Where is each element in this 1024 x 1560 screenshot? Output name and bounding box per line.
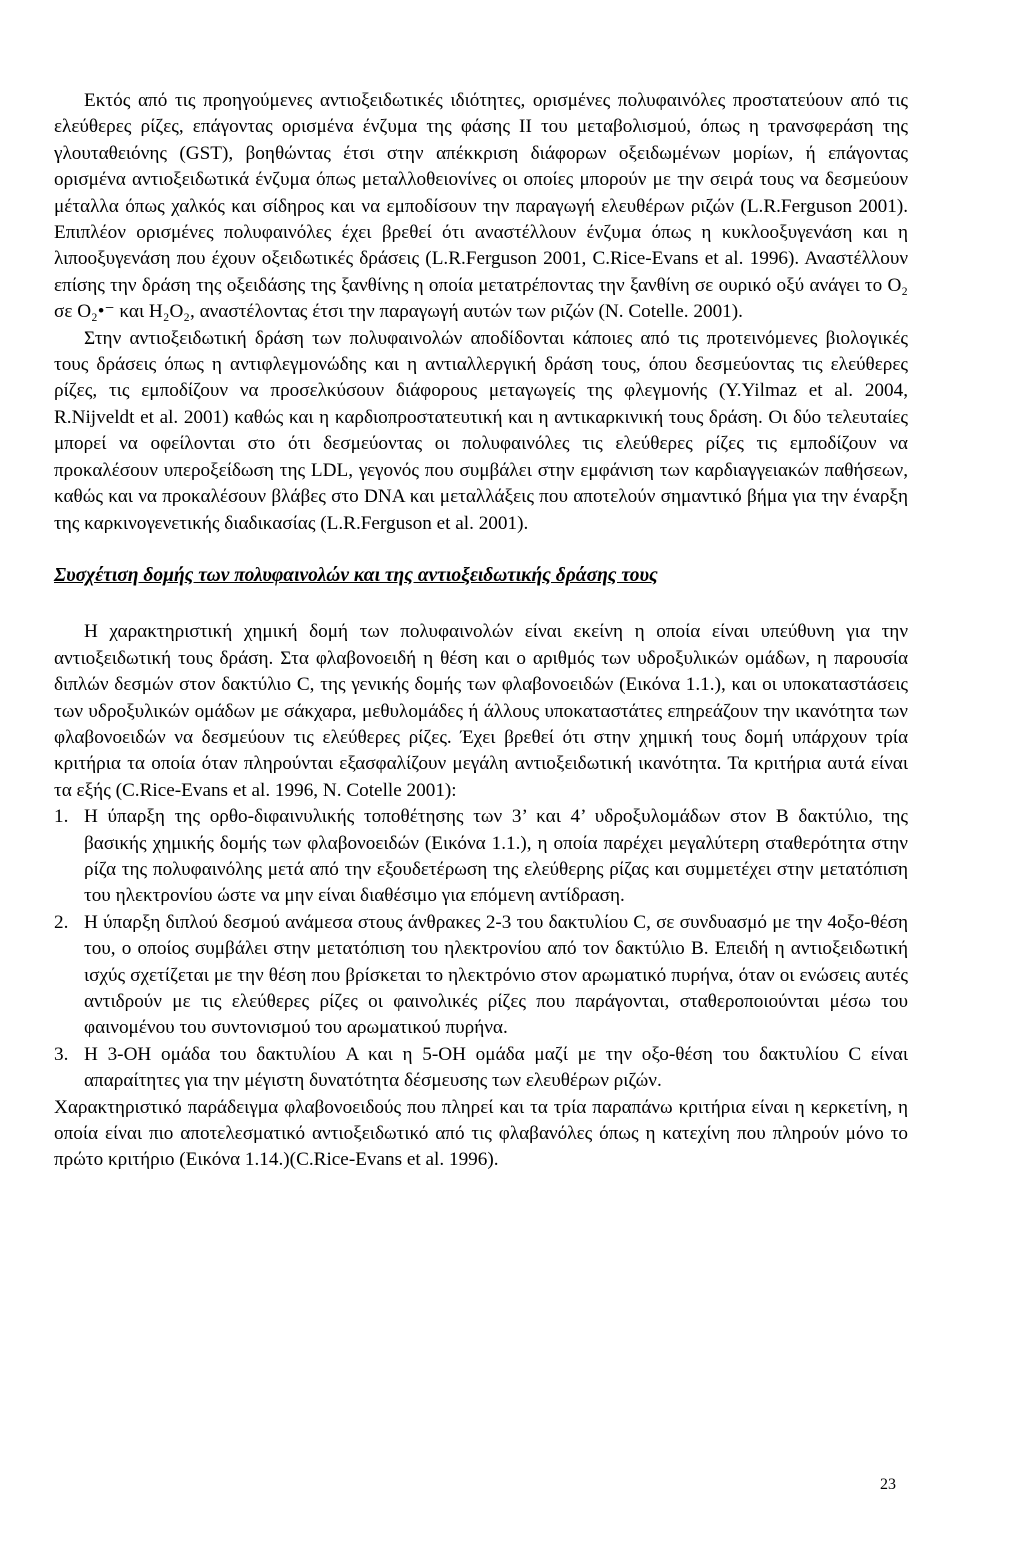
document-body [54, 88, 908, 1174]
list-item [54, 804, 908, 910]
list-item-text: Η ύπαρξη διπλού δεσμού ανάμεσα στους άνθρακες 2-3 του δακτυλίου C, σε συνδυασμό με την 4οξο-θέση του, ο οποίος συμβάλει στην μετατόπιση του ηλεκτρονίου από τον δακτύλιο B. Επειδή η αντιοξειδωτική ισχύς σχετίζεται με την θέση που βρίσκεται το ηλεκτρόνιο στον αρωματικό πυρήνα, όταν οι ενώσεις αυτές αντιδρούν με τις ελεύθερες ρίζες οι φαινολικές ρίζες που παράγονται, σταθεροποιούνται μέσω του φαινομένου του συντονισμού του αρωματικού πυρήνα. [84, 911, 908, 1039]
list-item-text: Η ύπαρξη της ορθο-διφαινυλικής τοποθέτησης των 3’ και 4’ υδροξυλομάδων στον B δακτύλιο, της βασικής χημικής δομής των φλαβονοειδών (Εικόνα 1.1.), η οποία παρέχει μεγαλύτερη σταθερότητα στην ρίζα της πολυφαινόλης μετά από την εξουδετέρωση της ελεύθερης ρίζας και συμμετέχει στην μετατόπιση του ηλεκτρονίου ώστε να μην είναι διαθέσιμο για επόμενη αντίδραση. [84, 806, 908, 907]
paragraph-antioxidant-enzymes: Εκτός από τις προηγούμενες αντιοξειδωτικές ιδιότητες, ορισμένες πολυφαινόλες προστατεύουν από τις ελεύθερες ρίζες, επάγοντας ορισμένα ένζυμα της φάσης II του μεταβολισμού, όπως η τρανσφεράση της γλουταθειόνης (GST), βοηθώντας έτσι στην απέκκριση διάφορων οξειδωμένων μορίων, ή επάγοντας ορισμένα αντιοξειδωτικά ένζυμα όπως μεταλλοθειονίνες οι οποίες μπορούν με την σειρά τους να δεσμεύουν μέταλλα όπως χαλκός και σίδηρος και να εμποδίσουν την παραγωγή ελευθέρων ριζών (L.R.Ferguson 2001). Επιπλέον ορισμένες πολυφαινόλες έχει βρεθεί ότι αναστέλλουν ένζυμα όπως η κυκλοοξυγενάση και η λιποοξυγενάση που έχουν οξειδωτικές δράσεις (L.R.Ferguson 2001, C.Rice-Evans et al. 1996). Αναστέλλουν επίσης την δράση της οξειδάσης της ξανθίνης η οποία μετατρέποντας την ξανθίνη σε ουρικό οξύ ανάγει το O₂ σε O₂•⁻ και H₂O₂, αναστέλοντας έτσι την παραγωγή αυτών των ριζών (N. Cotelle. 2001). [54, 90, 908, 323]
list-item-number: 1. [54, 806, 69, 828]
section-heading: Συσχέτιση δομής των πολυφαινολών και της αντιοξειδωτικής δράσης τους [54, 564, 658, 586]
paragraph-biological-actions: Στην αντιοξειδωτική δράση των πολυφαινολών αποδίδονται κάποιες από τις προτεινόμενες βιολογικές τους δράσεις όπως η αντιφλεγμονώδης και η αντιαλλεργική δράση τους, όπου δεσμεύοντας τις ελεύθερες ρίζες, τις εμποδίζουν να προσελκύσουν διάφορους μεταγωγείς της φλεγμονής (Y.Yilmaz et al. 2004, R.Nijveldt et al. 2001) καθώς και η καρδιοπροστατευτική και η αντικαρκινική τους δράση. Οι δύο τελευταίες μπορεί να οφείλονται στο ότι δεσμεύοντας οι πολυφαινόλες τις ελεύθερες ρίζες τις εμποδίζουν να προκαλέσουν υπεροξείδωση της LDL, γεγονός που συμβάλει στην εμφάνιση των καρδιαγγειακών παθήσεων, καθώς και να προκαλέσουν βλάβες στο DNA και μεταλλάξεις που αποτελούν σημαντικό βήμα για την έναρξη της καρκινογενετικής διαδικασίας (L.R.Ferguson et al. 2001). [54, 327, 908, 534]
list-item-text: Η 3-OH ομάδα του δακτυλίου A και η 5-OH ομάδα μαζί με την οξο-θέση του δακτυλίου C είναι απαραίτητες για την μέγιστη δυνατότητα δέσμευσης των ελευθέρων ριζών. [84, 1043, 908, 1092]
list-item-number: 2. [54, 911, 69, 933]
criteria-list [54, 804, 908, 1094]
list-item-number: 3. [54, 1043, 69, 1065]
list-item [54, 1042, 908, 1095]
paragraph-structure-intro: Η χαρακτηριστική χημική δομή των πολυφαινολών είναι εκείνη η οποία είναι υπεύθυνη για την αντιοξειδωτική τους δράση. Στα φλαβονοειδή η θέση και ο αριθμός των υδροξυλικών ομάδων, η παρουσία διπλών δεσμών στον δακτύλιο C, της γενικής δομής των φλαβονοειδών (Εικόνα 1.1.), και οι υποκαταστάσεις των υδροξυλικών ομάδων με σάκχαρα, μεθυλομάδες ή άλλους υποκαταστάτες επηρεάζουν την ικανότητα των φλαβονοειδών να δεσμεύουν τις ελεύθερες ρίζες. Έχει βρεθεί ότι στην χημική τους δομή υπάρχουν τρία κριτήρια τα οποία όταν πληρούνται εξασφαλίζουν μεγάλη αντιοξειδωτική ικανότητα. Τα κριτήρια αυτά είναι τα εξής (C.Rice-Evans et al. 1996, N. Cotelle 2001): [54, 621, 908, 801]
list-item [54, 910, 908, 1042]
paragraph-closing-example: Χαρακτηριστικό παράδειγμα φλαβονοειδούς που πληρεί και τα τρία παραπάνω κριτήρια είναι η κερκετίνη, η οποία είναι πιο αποτελεσματικό αντιοξειδωτικό από τις φλαβανόλες όπως η κατεχίνη που πληρούν μόνο το πρώτο κριτήριο (Εικόνα 1.14.)(C.Rice-Evans et al. 1996). [54, 1096, 908, 1171]
page-number: 23 [880, 1476, 896, 1493]
